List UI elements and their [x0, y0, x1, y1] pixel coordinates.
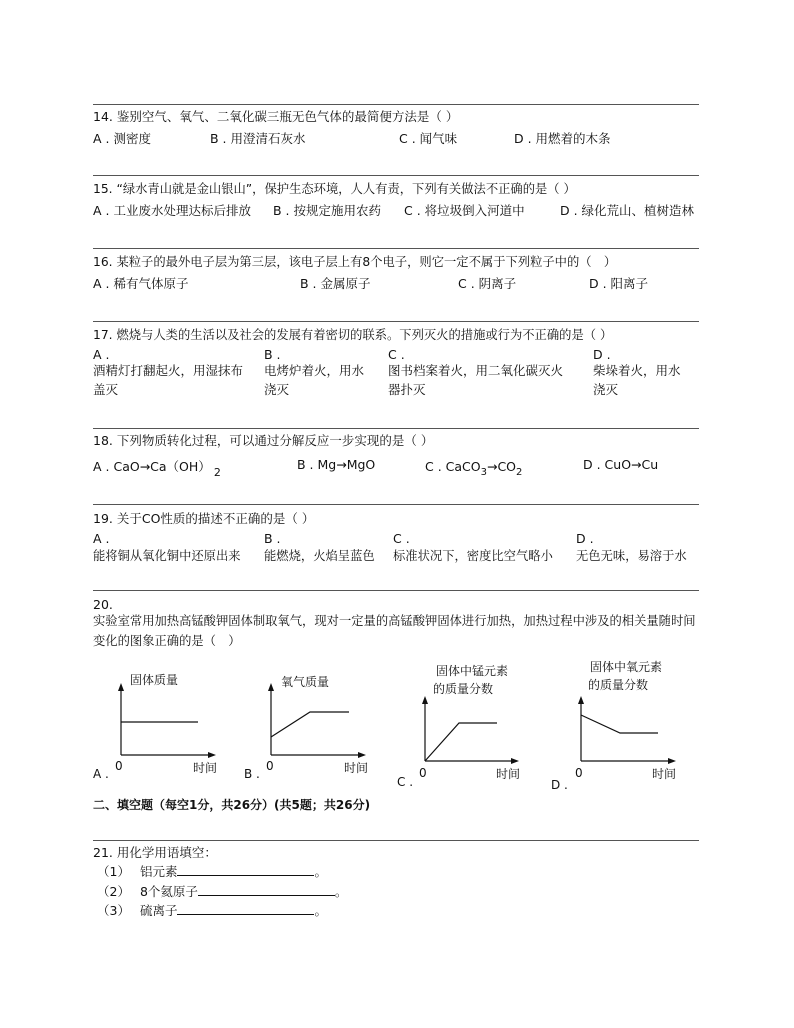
divider [93, 840, 699, 841]
graph-d-ylabel-1: 固体中氧元素 [590, 660, 663, 674]
q18-option-c-subscript-2: 2 [516, 467, 523, 478]
q17-option-a-text-1: 酒精灯打翻起火，用湿抹布 [93, 363, 244, 378]
graph-d-letter: D . [551, 778, 568, 792]
q18-stem: 18. 下列物质转化过程，可以通过分解反应一步实现的是（ ） [93, 433, 434, 448]
graph-d-xlabel: 时间 [652, 767, 677, 781]
graph-c-ylabel-2: 的质量分数 [433, 682, 494, 696]
q19-option-b-text: 能燃烧，火焰呈蓝色 [264, 549, 375, 563]
graph-a-letter: A . [93, 767, 109, 781]
graph-c[interactable] [397, 663, 520, 789]
graph-c-ylabel-1: 固体中锰元素 [436, 664, 509, 678]
q16-option-d[interactable]: D . 阳离子 [589, 276, 649, 291]
graph-b-y-arrow [268, 683, 274, 691]
q21-answer-blank-1[interactable] [177, 864, 314, 876]
q17-option-d-letter[interactable]: D . [593, 347, 611, 362]
q21-item-end: 。 [314, 903, 327, 918]
q18-option-c-text: C . CaCO [425, 459, 481, 474]
q19-option-a-text: 能将铜从氧化铜中还原出来 [93, 549, 241, 563]
graph-a-x-arrow [208, 752, 216, 758]
q21-item-end: 。 [314, 864, 327, 879]
q21-item-number: （1） [97, 864, 130, 879]
graph-d-ylabel-2: 的质量分数 [588, 678, 649, 692]
graph-a[interactable] [93, 672, 217, 781]
q19-option-d-text: 无色无味，易溶于水 [576, 549, 687, 563]
q14-stem: 14. 鉴别空气、氧气、二氧化碳三瓶无色气体的最简便方法是（ ） [93, 109, 459, 124]
graph-b-x-arrow [358, 752, 366, 758]
graph-b-letter: B . [244, 767, 260, 781]
q18-option-b[interactable]: B . Mg→MgO [297, 457, 376, 472]
graph-c-x-arrow [511, 758, 519, 764]
graph-c-xlabel: 时间 [496, 767, 521, 781]
graph-a-xlabel: 时间 [193, 761, 218, 775]
q17-option-b-text-1: 电烤炉着火，用水 [264, 363, 365, 378]
graph-d-curve [581, 715, 658, 733]
q15-option-b[interactable]: B . 按规定施用农药 [273, 203, 381, 218]
q21-item-number: （2） [97, 884, 130, 899]
q18-option-c-subscript-1: 3 [480, 467, 487, 478]
q21-item-label: 硫离子 [139, 903, 178, 918]
q21-answer-blank-2[interactable] [198, 884, 335, 896]
q15-option-d[interactable]: D . 绿化荒山、植树造林 [560, 203, 695, 218]
q18-option-c-text-2: →CO [486, 459, 517, 474]
graph-d-x-arrow [668, 758, 676, 764]
q21-stem: 21. 用化学用语填空： [93, 845, 217, 860]
graph-c-letter: C . [397, 775, 414, 789]
q19-option-b-letter[interactable]: B . [264, 531, 281, 546]
q14-option-c[interactable]: C . 闻气味 [399, 131, 458, 146]
q18-option-a-subscript: 2 [213, 466, 221, 479]
q16-option-a[interactable]: A . 稀有气体原子 [93, 276, 189, 291]
q17-option-a-letter[interactable]: A . [93, 347, 110, 362]
q19-option-c-letter[interactable]: C . [393, 531, 410, 546]
q17-option-b-letter[interactable]: B . [264, 347, 281, 362]
q17-option-a-text-2: 盖灭 [93, 382, 119, 397]
q17-option-d-text-1: 柴垛着火，用水 [593, 363, 681, 378]
q14-option-b[interactable]: B . 用澄清石灰水 [210, 131, 306, 146]
graph-d-y-arrow [578, 696, 584, 704]
q16-stem: 16. 某粒子的最外电子层为第三层，该电子层上有8个电子，则它一定不属于下列粒子中的（ ） [93, 255, 617, 269]
q15-option-c[interactable]: C . 将垃圾倒入河道中 [404, 203, 525, 218]
q16-option-c[interactable]: C . 阴离子 [458, 276, 517, 291]
q21-item-label: 铝元素 [139, 864, 178, 879]
q14-option-d[interactable]: D . 用燃着的木条 [514, 131, 611, 146]
graph-c-y-arrow [422, 696, 428, 704]
q17-stem: 17. 燃烧与人类的生活以及社会的发展有着密切的联系。下列灭火的措施或行为不正确的是（ ） [93, 328, 613, 342]
graph-b-curve [271, 712, 349, 737]
graph-d-origin: 0 [575, 766, 583, 780]
q21-item-2 [97, 884, 347, 900]
q17-option-b-text-2: 浇灭 [264, 382, 290, 397]
q16-option-b[interactable]: B . 金属原子 [300, 276, 371, 291]
q21-answer-blank-3[interactable] [177, 903, 314, 915]
q21-item-label: 8个氦原子 [139, 884, 198, 899]
q21-item-number: （3） [97, 903, 130, 918]
graph-b[interactable] [244, 674, 368, 781]
q21-item-3 [97, 903, 327, 919]
q19-option-d-letter[interactable]: D . [576, 531, 594, 546]
graph-b-ylabel: 氧气质量 [281, 675, 330, 689]
section-title: 二、填空题（每空1分，共26分）(共5题；共26分) [93, 798, 371, 812]
q17-option-c-text-2: 器扑灭 [388, 382, 426, 397]
graph-b-origin: 0 [266, 759, 274, 773]
graph-d[interactable] [551, 659, 676, 792]
graph-a-origin: 0 [115, 759, 123, 773]
q19-option-a-letter[interactable]: A . [93, 531, 110, 546]
graph-a-ylabel: 固体质量 [130, 673, 179, 687]
q15-option-a[interactable]: A . 工业废水处理达标后排放 [93, 203, 251, 218]
q21-item-end: 。 [334, 884, 348, 899]
q17-option-c-letter[interactable]: C . [388, 347, 405, 362]
q20-number: 20. [93, 597, 113, 612]
q17-option-c-text-1: 图书档案着火，用二氧化碳灭火 [388, 363, 564, 378]
graph-b-xlabel: 时间 [344, 761, 369, 775]
q18-option-a-text: A . CaO→Ca（OH） [93, 459, 211, 474]
q15-stem: 15. “绿水青山就是金山银山”，保护生态环境，人人有责，下列有关做法不正确的是（ ） [93, 182, 576, 196]
q18-option-d[interactable]: D . CuO→Cu [583, 457, 659, 472]
graph-c-origin: 0 [419, 766, 427, 780]
q17-option-d-text-2: 浇灭 [593, 382, 619, 397]
graph-c-curve [425, 723, 497, 761]
q14-option-a[interactable]: A . 测密度 [93, 131, 151, 146]
graph-a-y-arrow [118, 683, 124, 691]
q20-stem: 实验室常用加热高锰酸钾固体制取氧气，现对一定量的高锰酸钾固体进行加热，加热过程中涉及的相关量随时间变化的图象正确的是（ ） [93, 614, 696, 648]
q19-option-c-text: 标准状况下，密度比空气略小 [393, 549, 553, 563]
q19-stem: 19. 关于CO性质的描述不正确的是（ ） [93, 511, 315, 526]
q21-item-1 [97, 864, 327, 880]
